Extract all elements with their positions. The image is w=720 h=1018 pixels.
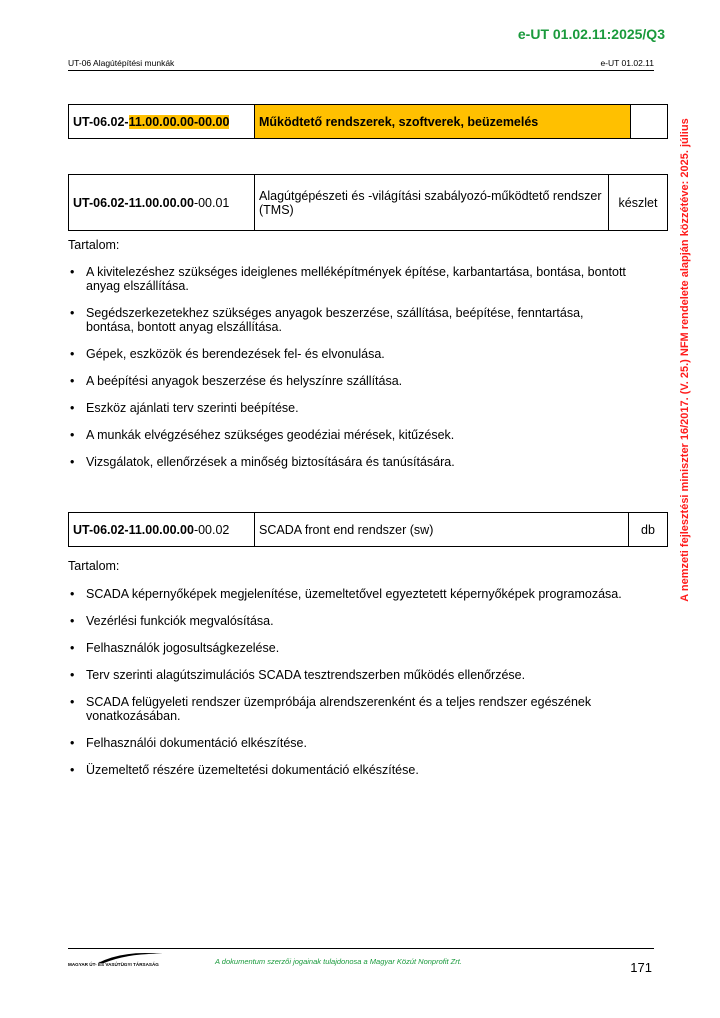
section-code-suffix: -00.00 [193,114,230,129]
item-description-1: Alagútgépészeti és -világítási szabályozó-működtető rendszer (TMS) [255,175,609,231]
content-list-2 [68,587,628,790]
list-item: • Vezérlési funkciók megvalósítása. [68,614,628,628]
list-item: • SCADA képernyőképek megjelenítése, üzemeltetővel egyeztetett képernyőképek programozása. [68,587,628,601]
page-number: 171 [630,960,652,975]
list-item: • Eszköz ajánlati terv szerinti beépítése. [68,401,628,415]
item-code-suffix: -00.02 [193,522,230,537]
list-item: • Üzemeltető részére üzemeltetési dokumentáció elkészítése. [68,763,628,777]
content-label-1: Tartalom: [68,238,120,252]
document-id: e-UT 01.02.11:2025/Q3 [517,26,665,42]
footer-divider [68,948,654,949]
list-item: • Gépek, eszközök és berendezések fel- és elvonulása. [68,347,628,361]
list-item: • SCADA felügyeleti rendszer üzempróbája alrendszerenként és a teljes rendszer egészének vonatkozásában. [68,695,628,723]
list-item: • Felhasználók jogosultságkezelése. [68,641,628,655]
publisher-logo [68,950,168,974]
running-header [68,58,654,71]
item-unit-2: db [629,513,668,547]
running-header-right: e-UT 01.02.11 [600,58,654,68]
section-title: Működtető rendszerek, szoftverek, beüzemelés [255,105,631,139]
item-code-main: UT-06.02-11.00.00.00 [73,522,194,537]
section-unit-cell [631,105,668,139]
running-header-left: UT-06 Alagútépítési munkák [68,58,175,68]
list-item: • Segédszerkezetekhez szükséges anyagok beszerzése, szállítása, beépítése, fenntartása, bontása, bontott anyag elszállítása. [68,306,628,334]
section-code-highlight: 11.00.00.00 [128,114,194,129]
list-item: • A kivitelezéshez szükséges ideiglenes melléképítmények építése, karbantartása, bontása, bontott anyag elszállítása. [68,265,628,293]
list-item: • Terv szerinti alagútszimulációs SCADA tesztrendszerben működés ellenőrzése. [68,668,628,682]
list-item: • A munkák elvégzéséhez szükséges geodéziai mérések, kitűzések. [68,428,628,442]
list-item: • A beépítési anyagok beszerzése és helyszínre szállítása. [68,374,628,388]
item-code-suffix: -00.01 [193,195,230,210]
section-code-prefix: UT-06.02- [73,114,129,129]
publication-note [675,94,695,626]
item-code-main: UT-06.02-11.00.00.00 [73,195,194,210]
item-table-1 [68,174,668,231]
item-table-2 [68,512,668,547]
item-code-1 [69,175,255,231]
list-item: • Felhasználói dokumentáció elkészítése. [68,736,628,750]
section-code [69,105,255,139]
section-heading-table [68,104,668,139]
item-description-2: SCADA front end rendszer (sw) [255,513,629,547]
item-code-2 [69,513,255,547]
list-item: • Vizsgálatok, ellenőrzések a minőség biztosítására és tanúsítására. [68,455,628,469]
content-list-1 [68,265,628,482]
copyright-notice: A dokumentum szerzői jogainak tulajdonosa a Magyar Közút Nonprofit Zrt. [215,957,462,966]
publication-note-text: A nemzeti fejlesztési miniszter 16/2017. (V. 25.) NFM rendelete alapján közzétéve: 2025. július [679,118,691,602]
item-unit-1: készlet [609,175,668,231]
content-label-2: Tartalom: [68,559,120,573]
logo-text: MAGYAR ÚT- ÉS VASÚTÜGYI TÁRSASÁG [68,962,159,967]
